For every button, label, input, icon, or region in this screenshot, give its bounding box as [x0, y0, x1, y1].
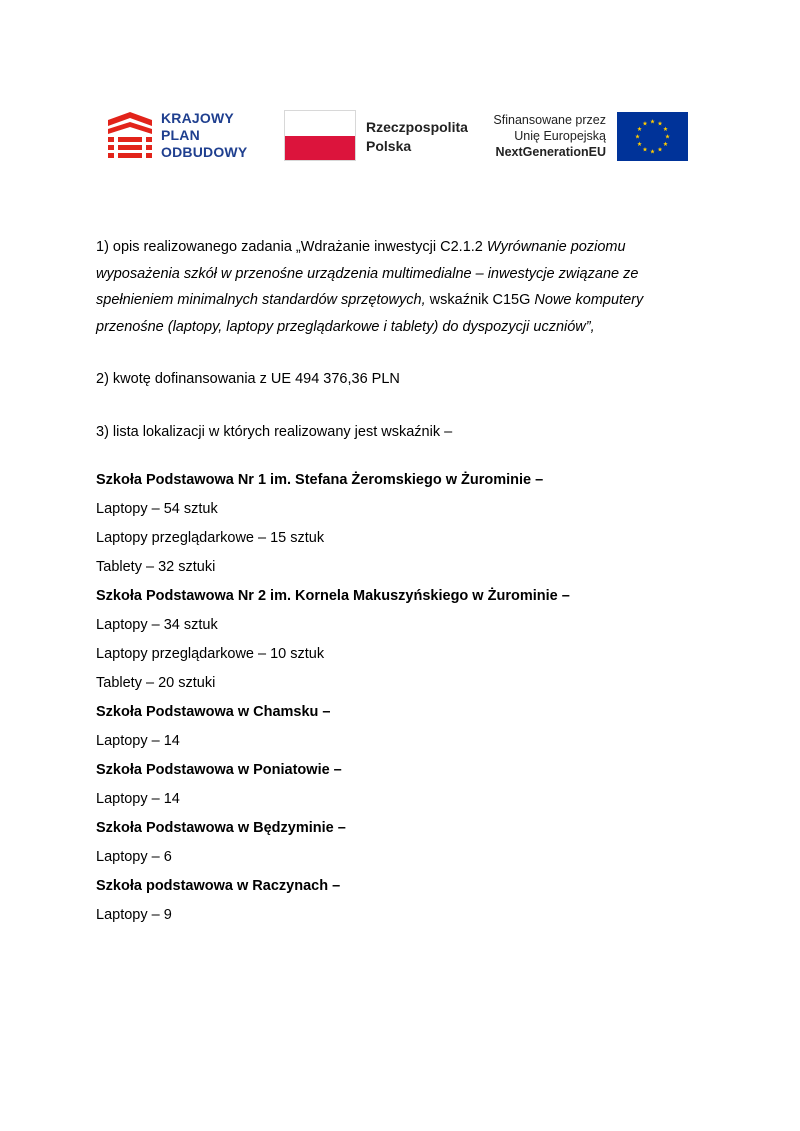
device-count: Laptopy – 34 sztuk	[96, 617, 218, 633]
poland-flag-icon	[284, 110, 356, 161]
task-description: 1) opis realizowanego zadania „Wdrażanie inwestycji C2.1.2 Wyrównanie poziomu wyposażenia szkół w przenośne urządzenia multimedialne – inwestycje związane ze spełnieniem minimalnych standardów sprzętowych, wskaźnik C15G Nowe komputery przenośne (laptopy, laptopy przeglądarkowe i tablety) do dyspozycji uczniów”,	[96, 239, 644, 335]
device-count: Tablety – 20 sztuki	[96, 675, 216, 691]
device-count: Laptopy przeglądarkowe – 15 sztuk	[96, 530, 325, 546]
locations-list	[96, 466, 696, 930]
device-count: Laptopy – 14	[96, 733, 180, 749]
device-count: Laptopy przeglądarkowe – 10 sztuk	[96, 646, 325, 662]
eu-funding-text: Sfinansowane przez Unię Europejską NextGenerationEU	[493, 113, 606, 159]
locations-heading: 3) lista lokalizacji w których realizowany jest wskaźnik –	[96, 423, 453, 440]
device-count: Laptopy – 9	[96, 907, 172, 923]
eu-flag-icon	[617, 112, 688, 161]
document-body	[96, 234, 696, 930]
device-count: Laptopy – 54 sztuk	[96, 501, 218, 517]
school-name: Szkoła Podstawowa w Poniatowie –	[96, 762, 342, 778]
kpo-logo	[108, 110, 268, 165]
funding-amount: 2) kwotę dofinansowania z UE 494 376,36 PLN	[96, 371, 400, 387]
kpo-mark-icon	[108, 112, 152, 162]
school-name: Szkoła Podstawowa Nr 2 im. Kornela Makuszyńskiego w Żurominie –	[96, 588, 570, 604]
school-name: Szkoła Podstawowa w Będzyminie –	[96, 820, 346, 836]
logo-bar	[0, 0, 800, 200]
device-count: Laptopy – 6	[96, 849, 172, 865]
school-name: Szkoła podstawowa w Raczynach –	[96, 878, 341, 894]
device-count: Tablety – 32 sztuki	[96, 559, 216, 575]
school-name: Szkoła Podstawowa w Chamsku –	[96, 704, 331, 720]
school-name: Szkoła Podstawowa Nr 1 im. Stefana Żeromskiego w Żurominie –	[96, 472, 544, 488]
rp-wordmark: Rzeczpospolita Polska	[366, 119, 468, 154]
device-count: Laptopy – 14	[96, 791, 180, 807]
kpo-wordmark: KRAJOWY PLAN ODBUDOWY	[161, 110, 248, 160]
